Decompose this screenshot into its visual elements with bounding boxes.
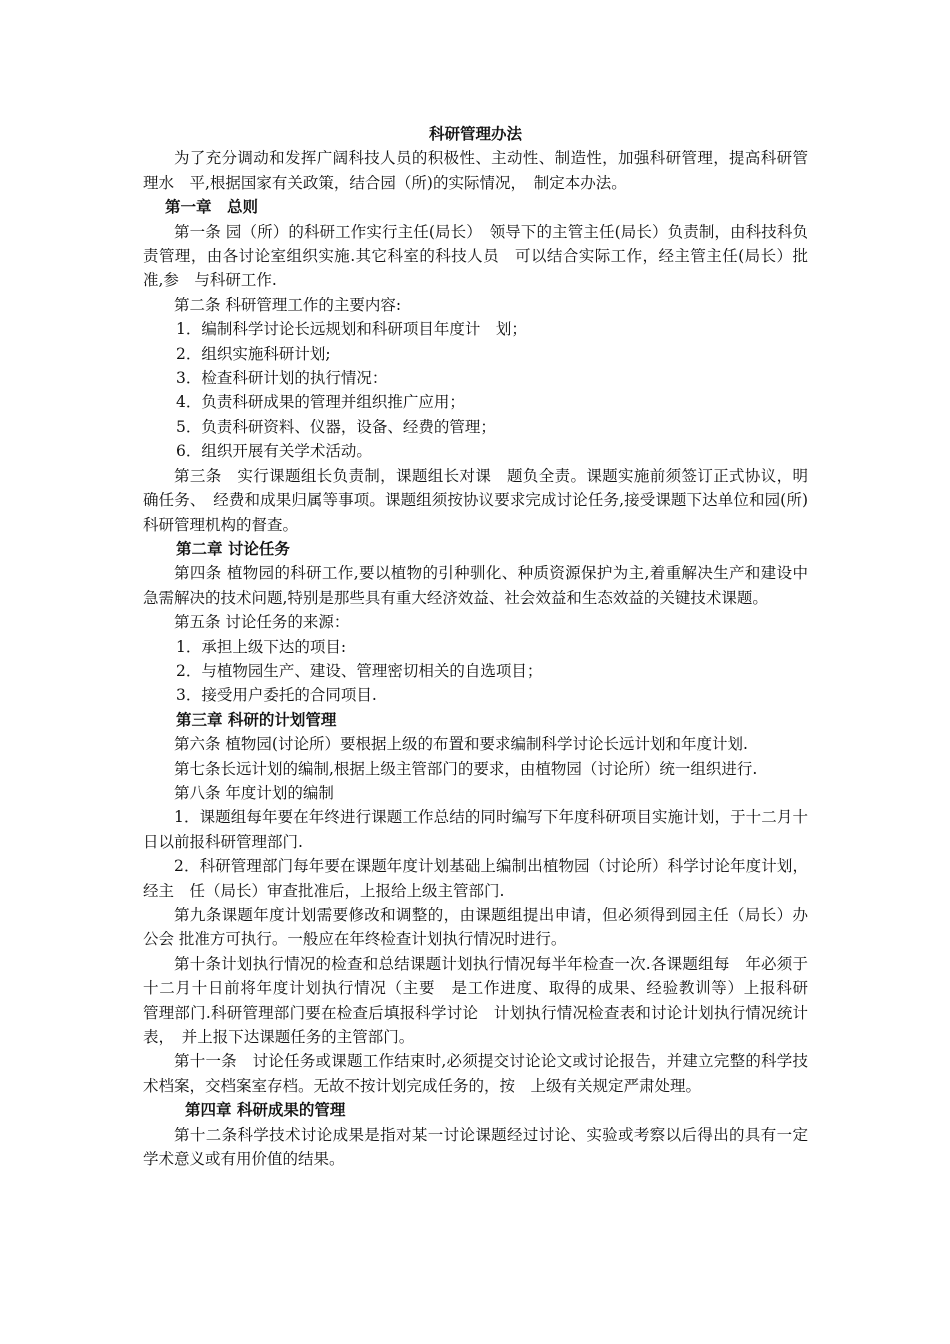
document-title: 科研管理办法	[428, 124, 522, 143]
chapter-heading: 第二章 讨论任务	[176, 538, 290, 558]
body-paragraph: 2．科研管理部门每年要在课题年度计划基础上编制出植物园（讨论所）科学讨论年度计划，经主 任（局长）审查批准后，上报给上级主管部门.	[143, 857, 808, 900]
body-paragraph: 第十二条科学技术讨论成果是指对某一讨论课题经过讨论、实验或考察以后得出的具有一定学术意义或有用价值的结果。	[143, 1125, 808, 1169]
body-paragraph: 第九条课题年度计划需要修改和调整的，由课题组提出申请，但必须得到园主任（局长）办公会 批准方可执行。一般应在年终检查计划执行情况时进行。	[143, 906, 808, 949]
body-paragraph: 1．课题组每年要在年终进行课题工作总结的同时编写下年度科研项目实施计划，于十二月十日以前报科研管理部门.	[143, 808, 808, 851]
body-paragraph: 第八条 年度计划的编制	[174, 783, 334, 802]
body-paragraph: 第六条 植物园(讨论所）要根据上级的布置和要求编制科学讨论长远计划和年度计划.	[174, 735, 748, 754]
body-paragraph: 第十条计划执行情况的检查和总结课题计划执行情况每半年检查一次.各课题组每 年必须于十二月十日前将年度计划执行情况（主要 是工作进度、取得的成果、经验教训等）上报科研 管理部门.科研管理部门要在检查后填报科学讨论 计划执行情况检查表和讨论计划执行情况统计表， 并上报下达课题任务的主管部门。	[143, 954, 824, 1047]
list-item: 1．承担上级下达的项目:	[176, 637, 347, 656]
chapter-heading: 第四章 科研成果的管理	[185, 1100, 346, 1120]
list-item: 2．与植物园生产、建设、管理密切相关的自选项目；	[176, 661, 543, 680]
body-paragraph: 第一条 园（所）的科研工作实行主任(局长） 领导下的主管主任(局长）负责制，由科技科负责管理，由各讨论室组织实施.其它科室的科技人员 可以结合实际工作，经主管主任(局长）批准,参 与科研工作.	[143, 222, 808, 290]
list-item: 6．组织开展有关学术活动。	[176, 442, 372, 461]
document-body	[143, 146, 824, 1171]
body-paragraph: 第三条 实行课题组长负责制，课题组长对课 题负全责。课题实施前须签订正式协议，明确任务、 经费和成果归属等事项。课题组须按协议要求完成讨论任务,接受课题下达单位和园(所)科研管理机构的督查。	[143, 466, 808, 534]
list-item: 5．负责科研资料、仪器，设备、经费的管理；	[176, 417, 496, 436]
body-paragraph: 为了充分调动和发挥广阔科技人员的积极性、主动性、制造性，加强科研管理，提高科研管理水 平,根据国家有关政策，结合园（所)的实际情况， 制定本办法。	[143, 149, 808, 192]
chapter-heading: 第三章 科研的计划管理	[176, 709, 337, 729]
body-paragraph: 第七条长远计划的编制,根据上级主管部门的要求，由植物园（讨论所）统一组织进行.	[174, 759, 758, 778]
list-item: 4．负责科研成果的管理并组织推广应用；	[176, 393, 465, 412]
document-page	[143, 122, 824, 1171]
list-item: 3．接受用户委托的合同项目.	[176, 686, 377, 705]
list-item: 2．组织实施科研计划;	[176, 344, 331, 363]
body-paragraph: 第十一条 讨论任务或课题工作结束时,必须提交讨论论文或讨论报告，并建立完整的科学技术档案，交档案室存档。无故不按计划完成任务的，按 上级有关规定严肃处理。	[143, 1052, 808, 1095]
body-paragraph: 第五条 讨论任务的来源：	[174, 613, 350, 632]
body-paragraph: 第二条 科研管理工作的主要内容:	[174, 295, 402, 314]
list-item: 1．编制科学讨论长远规划和科研项目年度计 划；	[176, 320, 527, 339]
list-item: 3．检查科研计划的执行情况：	[176, 369, 388, 388]
body-paragraph: 第四条 植物园的科研工作,要以植物的引种驯化、种质资源保护为主,着重解决生产和建设中急需解决的技术问题,特别是那些具有重大经济效益、社会效益和生态效益的关键技术课题。	[143, 564, 808, 607]
chapter-heading: 第一章 总则	[165, 197, 259, 217]
